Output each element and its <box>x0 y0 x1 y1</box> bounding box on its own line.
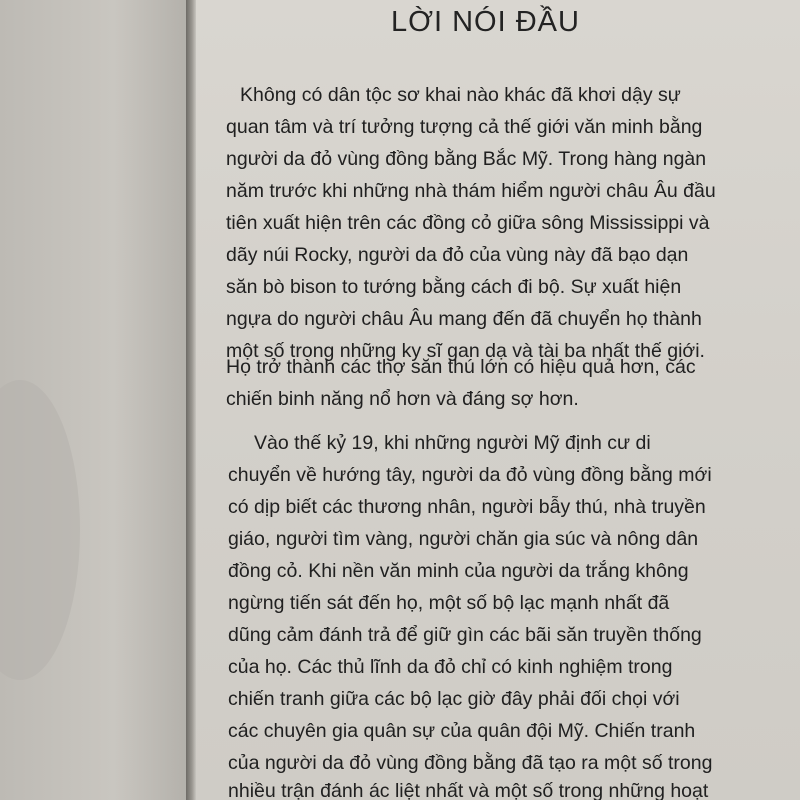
page-title: LỜI NÓI ĐẦU <box>391 6 580 38</box>
text-line: săn bò bison to tướng bằng cách đi bộ. Sự xuất hiện <box>226 276 682 298</box>
text-line: dũng cảm đánh trả để giữ gìn các bãi săn truyền thống <box>228 624 702 646</box>
text-line: Vào thế kỷ 19, khi những người Mỹ định cư di <box>254 432 651 454</box>
text-line: Họ trở thành các thợ săn thú lớn có hiệu quả hơn, các <box>226 356 696 378</box>
text-line: người da đỏ vùng đồng bằng Bắc Mỹ. Trong hàng ngàn <box>226 148 707 170</box>
left-page <box>0 0 190 800</box>
text-line: giáo, người tìm vàng, người chăn gia súc và nông dân <box>228 528 699 550</box>
text-line: tiên xuất hiện trên các đồng cỏ giữa sông Mississippi và <box>226 212 710 234</box>
text-line: chuyển về hướng tây, người da đỏ vùng đồng bằng mới <box>228 464 712 486</box>
text-line: chiến tranh giữa các bộ lạc giờ đây phải đối chọi với <box>228 688 680 710</box>
text-line: Không có dân tộc sơ khai nào khác đã khơi dậy sự <box>240 84 681 106</box>
text-line: năm trước khi những nhà thám hiểm người châu Âu đầu <box>226 180 716 202</box>
left-page-illustration-shadow <box>0 380 80 680</box>
book-spine <box>186 0 196 800</box>
text-line: chiến binh năng nổ hơn và đáng sợ hơn. <box>226 388 579 410</box>
text-line: quan tâm và trí tưởng tượng cả thế giới văn minh bằng <box>226 116 703 138</box>
text-line: của họ. Các thủ lĩnh da đỏ chỉ có kinh nghiệm trong <box>228 656 673 678</box>
text-line: một số trong những ky sĩ gan dạ và tài ba nhất thế giới. <box>226 340 705 362</box>
right-page <box>196 0 800 800</box>
text-line: nhiều trận đánh ác liệt nhất và một số trong những hoạt <box>228 780 709 800</box>
text-line: ngừng tiến sát đến họ, một số bộ lạc mạnh nhất đã <box>228 592 670 614</box>
text-line: các chuyên gia quân sự của quân đội Mỹ. Chiến tranh <box>228 720 696 742</box>
text-line: có dịp biết các thương nhân, người bẫy thú, nhà truyền <box>228 496 706 518</box>
text-line: dãy núi Rocky, người da đỏ của vùng này đã bạo dạn <box>226 244 689 266</box>
text-line: ngựa do người châu Âu mang đến đã chuyển họ thành <box>226 308 702 330</box>
text-line: của người da đỏ vùng đồng bằng đã tạo ra một số trong <box>228 752 713 774</box>
text-line: đồng cỏ. Khi nền văn minh của người da trắng không <box>228 560 689 582</box>
